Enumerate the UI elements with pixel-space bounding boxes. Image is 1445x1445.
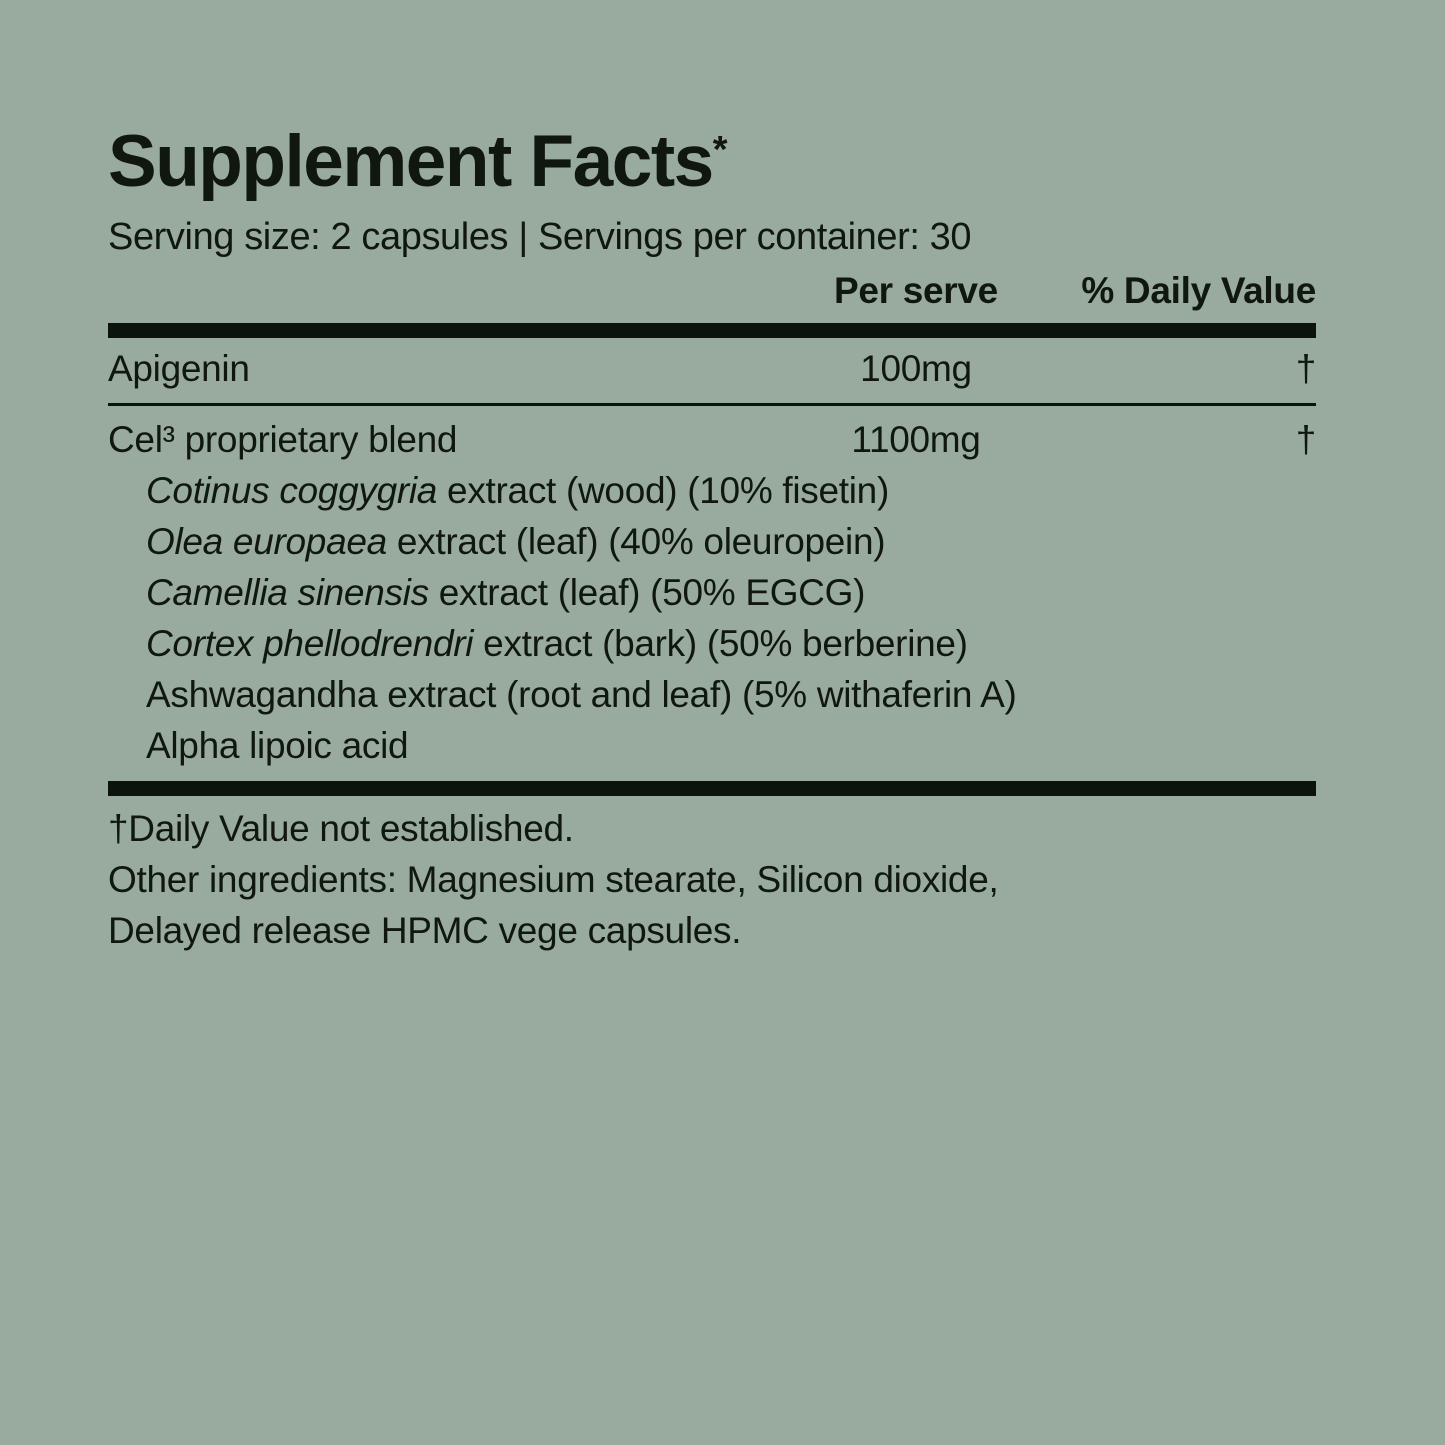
ingredient-daily-value: †: [1295, 419, 1316, 460]
blend-ingredient: [146, 720, 1316, 771]
supplement-facts-panel: [108, 121, 1316, 956]
divider-thick-top: [108, 323, 1316, 338]
blend-ingredient-latin-name: Camellia sinensis: [146, 572, 429, 613]
blend-ingredient: [146, 516, 1316, 567]
blend-ingredient-detail: extract (wood) (10% fisetin): [437, 470, 889, 511]
blend-ingredient: [146, 618, 1316, 669]
serving-info: Serving size: 2 capsules | Servings per container: 30: [108, 216, 972, 258]
divider-thick-bottom: [108, 781, 1316, 796]
ingredient-daily-value: †: [1295, 348, 1316, 389]
ingredient-name: Apigenin: [108, 348, 250, 389]
blend-ingredient-detail: extract (leaf) (50% EGCG): [428, 572, 866, 613]
blend-ingredient-detail: extract (leaf) (40% oleuropein): [386, 521, 886, 562]
blend-ingredient-detail: extract (bark) (50% berberine): [473, 623, 968, 664]
ingredient-amount: 100mg: [860, 348, 972, 389]
blend-ingredient: [146, 567, 1316, 618]
blend-ingredient: [146, 669, 1316, 720]
blend-ingredient-latin-name: Cortex phellodrendri: [146, 623, 474, 664]
footnote-other-ingredients-line2: Delayed release HPMC vege capsules.: [108, 910, 742, 951]
blend-ingredient: [146, 465, 1316, 516]
footnote-daily-value: †Daily Value not established.: [108, 808, 574, 849]
blend-ingredient-list: [108, 465, 1316, 771]
divider-thin: [108, 403, 1316, 406]
page-title: Supplement Facts*: [108, 121, 728, 202]
table-row: [108, 421, 1316, 458]
column-header-per-serve: Per serve: [834, 270, 998, 311]
blend-ingredient-latin-name: Cotinus coggygria: [146, 470, 438, 511]
title-text: Supplement Facts: [108, 121, 713, 202]
footnotes: [108, 803, 1316, 956]
column-header-row: [108, 272, 1316, 309]
table-row: [108, 350, 1316, 387]
ingredient-name: Cel³ proprietary blend: [108, 419, 458, 460]
blend-ingredient-latin-name: Olea europaea: [146, 521, 387, 562]
blend-ingredient-detail: Ashwagandha extract (root and leaf) (5% withaferin A): [146, 674, 1017, 715]
footnote-other-ingredients-line1: Other ingredients: Magnesium stearate, Silicon dioxide,: [108, 859, 999, 900]
column-header-daily-value: % Daily Value: [1081, 270, 1316, 311]
ingredient-amount: 1100mg: [851, 419, 981, 460]
blend-ingredient-detail: Alpha lipoic acid: [146, 725, 409, 766]
